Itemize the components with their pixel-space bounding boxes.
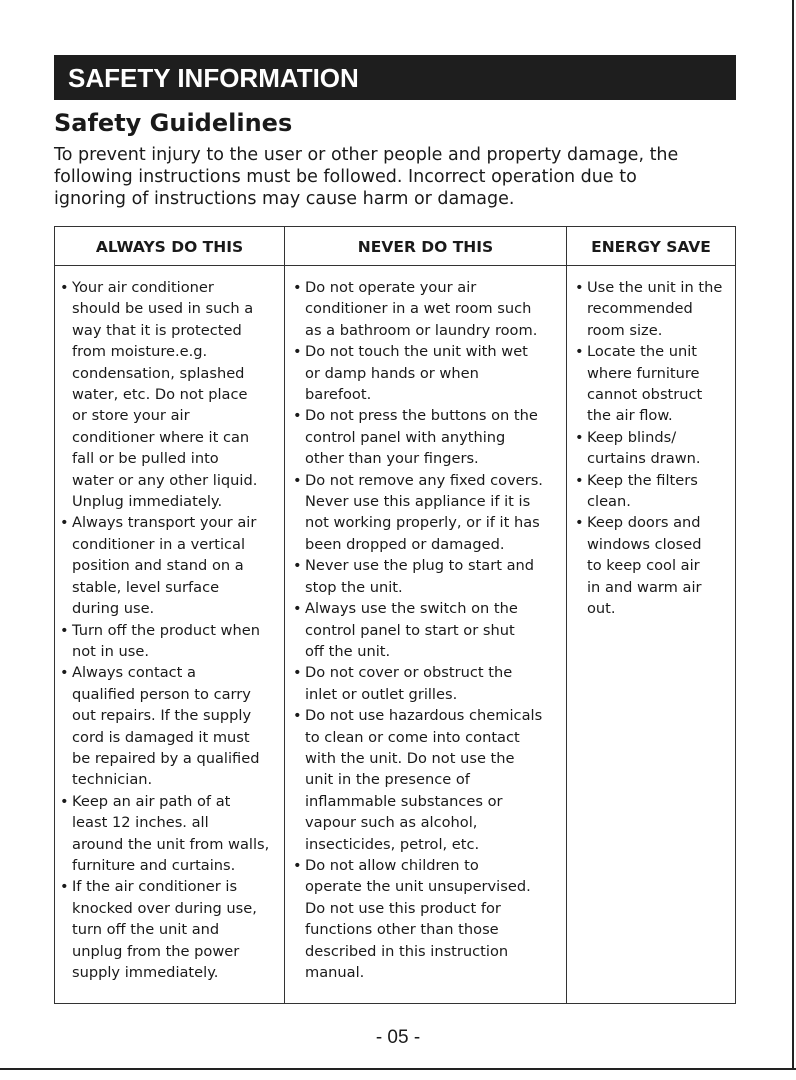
energy-item xyxy=(573,512,722,619)
item-line: • Always use the switch on the xyxy=(305,600,518,618)
item-line: • Do not cover or obstruct the xyxy=(305,664,513,682)
item-line: • Do not allow children to xyxy=(305,856,479,874)
never-item xyxy=(291,470,543,556)
energy-item xyxy=(573,470,722,513)
item-line: with the unit. Do not use the xyxy=(305,749,515,767)
item-line: as a bathroom or laundry room. xyxy=(305,321,538,339)
item-line: supply immediately. xyxy=(72,964,219,981)
always-item xyxy=(58,876,269,983)
item-line: water or any other liquid. xyxy=(72,471,258,489)
item-line: Unplug immediately. xyxy=(72,493,223,511)
item-line: condensation, splashed xyxy=(72,364,245,382)
header-never-do-this: NEVER DO THIS xyxy=(357,238,494,256)
item-line: around the unit from walls, xyxy=(72,835,270,853)
item-line: technician. xyxy=(72,771,153,789)
energy-save-list xyxy=(573,277,722,620)
energy-item xyxy=(573,277,722,341)
guidelines-table xyxy=(54,226,736,1004)
item-line: room size. xyxy=(587,321,663,339)
item-line: unit in the presence of xyxy=(305,771,470,789)
item-line: turn off the unit and xyxy=(72,921,220,939)
item-line: be repaired by a qualified xyxy=(72,749,260,767)
never-item xyxy=(291,341,543,405)
page-edge-rule xyxy=(792,0,794,1068)
item-line: to keep cool air xyxy=(587,557,700,575)
intro-line: To prevent injury to the user or other people and property damage, the xyxy=(54,145,679,165)
item-line: fall or be pulled into xyxy=(72,450,219,468)
item-line: clean. xyxy=(587,493,631,511)
intro-paragraph xyxy=(54,144,754,210)
header-always-do-this: ALWAYS DO THIS xyxy=(95,238,244,256)
item-line: inlet or outlet grilles. xyxy=(305,685,458,703)
item-line: conditioner in a vertical xyxy=(72,535,246,553)
item-line: barefoot. xyxy=(305,386,372,404)
page-number: - 05 - xyxy=(375,1027,421,1048)
item-line: out repairs. If the supply xyxy=(72,707,252,725)
item-line: qualified person to carry xyxy=(72,685,251,703)
item-line: inflammable substances or xyxy=(305,792,503,810)
item-line: • Do not remove any fixed covers. xyxy=(305,471,543,489)
item-line: • If the air conditioner is xyxy=(72,878,238,896)
item-line: or store your air xyxy=(72,407,190,425)
item-line: recommended xyxy=(587,300,693,318)
always-item xyxy=(58,620,269,663)
always-item xyxy=(58,512,269,619)
item-line: conditioner where it can xyxy=(72,428,250,446)
item-line: during use. xyxy=(72,600,155,618)
item-line: stable, level surface xyxy=(72,578,220,596)
item-line: not in use. xyxy=(72,642,149,660)
item-line: other than your fingers. xyxy=(305,450,479,468)
item-line: • Always contact a xyxy=(72,664,196,682)
never-item xyxy=(291,277,543,341)
item-line: in and warm air xyxy=(587,578,702,596)
item-line: to clean or come into contact xyxy=(305,728,520,746)
item-line: windows closed xyxy=(587,535,702,553)
item-line: off the unit. xyxy=(305,642,391,660)
item-line: functions other than those xyxy=(305,921,499,939)
energy-item xyxy=(573,341,722,427)
always-do-this-list xyxy=(58,277,269,983)
item-line: • Do not press the buttons on the xyxy=(305,407,538,425)
never-item xyxy=(291,555,543,598)
item-line: knocked over during use, xyxy=(72,899,257,917)
item-line: • Do not operate your air xyxy=(305,279,477,296)
never-item xyxy=(291,705,543,855)
item-line: conditioner in a wet room such xyxy=(305,300,532,318)
never-item xyxy=(291,855,543,983)
item-line: should be used in such a xyxy=(72,300,254,318)
item-line: been dropped or damaged. xyxy=(305,535,505,553)
item-line: control panel to start or shut xyxy=(305,621,515,639)
page-subtitle: Safety Guidelines xyxy=(54,109,293,137)
always-item xyxy=(58,791,269,877)
column-divider xyxy=(284,227,285,1003)
always-item xyxy=(58,662,269,790)
item-line: not working properly, or if it has xyxy=(305,514,540,532)
never-item xyxy=(291,598,543,662)
intro-line: ignoring of instructions may cause harm or damage. xyxy=(54,189,515,209)
intro-line: following instructions must be followed. Incorrect operation due to xyxy=(54,167,637,187)
header-divider xyxy=(55,265,735,266)
item-line: • Keep blinds/ xyxy=(587,428,677,446)
always-item xyxy=(58,277,269,512)
item-line: out. xyxy=(587,600,616,618)
item-line: water, etc. Do not place xyxy=(72,386,248,404)
item-line: where furniture xyxy=(587,364,700,382)
item-line: vapour such as alcohol, xyxy=(305,814,478,832)
item-line: described in this instruction xyxy=(305,942,509,960)
item-line: position and stand on a xyxy=(72,557,244,575)
item-line: from moisture.e.g. xyxy=(72,343,208,361)
header-energy-save: ENERGY SAVE xyxy=(591,238,711,256)
page-bottom-rule xyxy=(0,1068,796,1070)
item-line: stop the unit. xyxy=(305,578,403,596)
item-line: • Locate the unit xyxy=(587,343,697,361)
item-line: operate the unit unsupervised. xyxy=(305,878,531,896)
item-line: • Never use the plug to start and xyxy=(305,557,535,575)
section-title: SAFETY INFORMATION xyxy=(68,63,359,93)
item-line: • Keep doors and xyxy=(587,514,701,532)
item-line: cord is damaged it must xyxy=(72,728,250,746)
item-line: • Always transport your air xyxy=(72,514,257,532)
item-line: curtains drawn. xyxy=(587,450,701,468)
item-line: Do not use this product for xyxy=(305,899,501,917)
item-line: control panel with anything xyxy=(305,428,506,446)
item-line: furniture and curtains. xyxy=(72,856,236,874)
item-line: • Your air conditioner xyxy=(72,279,214,296)
item-line: • Keep the filters xyxy=(587,471,698,489)
item-line: the air flow. xyxy=(587,407,673,425)
item-line: cannot obstruct xyxy=(587,386,703,404)
column-divider xyxy=(566,227,567,1003)
item-line: way that it is protected xyxy=(72,321,242,339)
never-item xyxy=(291,662,543,705)
section-title-banner xyxy=(54,55,736,100)
item-line: • Keep an air path of at xyxy=(72,792,231,810)
item-line: • Turn off the product when xyxy=(72,621,260,639)
never-item xyxy=(291,405,543,469)
energy-item xyxy=(573,427,722,470)
never-do-this-list xyxy=(291,277,543,983)
item-line: or damp hands or when xyxy=(305,364,479,382)
item-line: least 12 inches. all xyxy=(72,814,209,832)
item-line: • Do not touch the unit with wet xyxy=(305,343,528,361)
item-line: insecticides, petrol, etc. xyxy=(305,835,480,853)
item-line: • Use the unit in the xyxy=(587,279,723,296)
item-line: • Do not use hazardous chemicals xyxy=(305,707,543,725)
item-line: manual. xyxy=(305,964,365,981)
item-line: Never use this appliance if it is xyxy=(305,493,531,511)
item-line: unplug from the power xyxy=(72,942,240,960)
